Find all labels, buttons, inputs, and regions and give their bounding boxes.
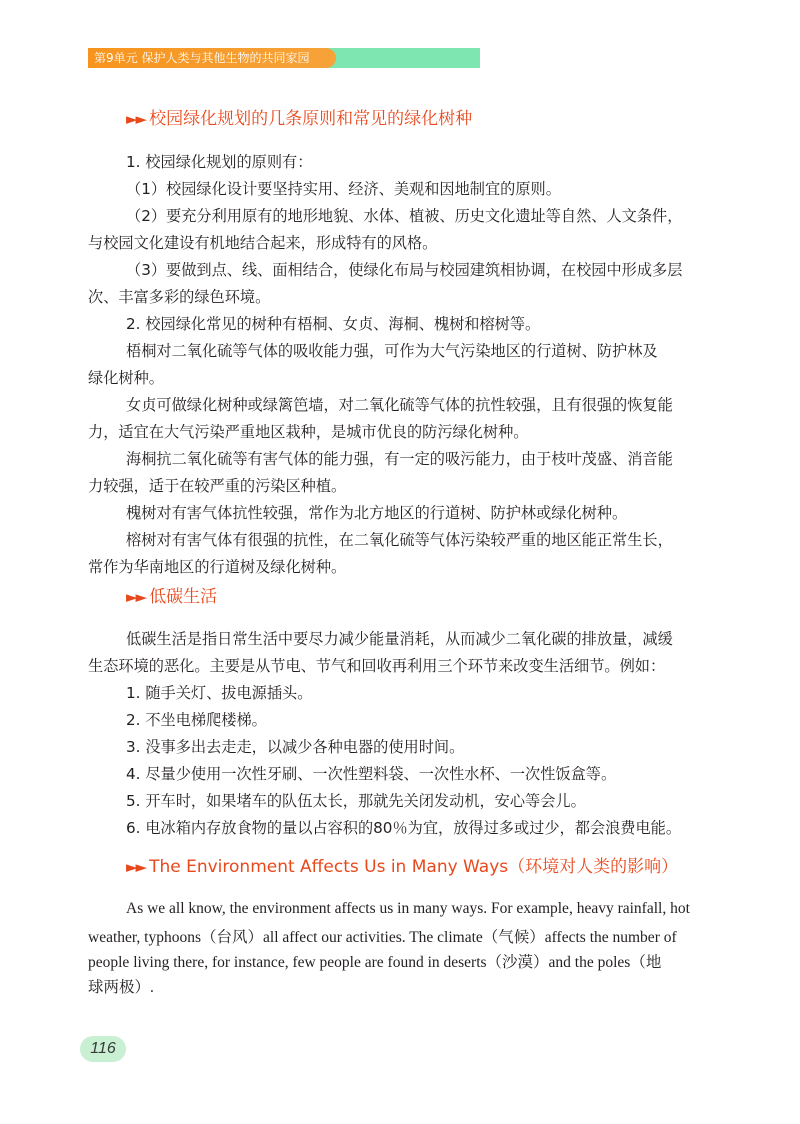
unit-header-bar: [88, 48, 336, 68]
text-line: 海桐抗二氧化硫等有害气体的能力强，有一定的吸污能力，由于枝叶茂盛、消音能: [126, 450, 673, 468]
section-heading: [126, 582, 217, 607]
section-title: 校园绿化规划的几条原则和常见的绿化树种: [149, 109, 473, 129]
text-line: 与校园文化建设有机地结合起来，形成特有的风格。: [88, 234, 438, 252]
text-line: 次、丰富多彩的绿色环境。: [88, 288, 271, 306]
list-item: 1. 随手关灯、拔电源插头。: [126, 684, 313, 702]
text-line: As we all know, the environment affects us in many ways. For example, heavy rainfall, hot: [126, 900, 690, 917]
double-triangle-icon: ►►: [126, 588, 146, 606]
list-item: 4. 尽量少使用一次性牙刷、一次性塑料袋、一次性水杯、一次性饭盒等。: [126, 765, 617, 783]
text-line: people living there, for instance, few people are found in deserts（沙漠）and the poles（地: [88, 954, 662, 971]
section-heading: [126, 104, 472, 129]
section-heading: [126, 852, 678, 877]
text-line: 梧桐对二氧化硫等气体的吸收能力强，可作为大气污染地区的行道树、防护林及: [126, 342, 658, 360]
text-line: 1. 校园绿化规划的原则有：: [126, 153, 313, 171]
page-number: 116: [90, 1040, 116, 1057]
section-title: 低碳生活: [149, 587, 218, 607]
section-title: The Environment Affects Us in Many Ways（环境对人类的影响）: [149, 857, 679, 877]
unit-header-accent: [324, 48, 480, 68]
text-line: 低碳生活是指日常生活中要尽力减少能量消耗，从而减少二氧化碳的排放量，减缓: [126, 630, 673, 648]
text-line: weather, typhoons（台风）all affect our activities. The climate（气候）affects the number of: [88, 929, 677, 946]
text-line: （2）要充分利用原有的地形地貌、水体、植被、历史文化遗址等自然、人文条件，: [126, 207, 683, 225]
text-line: 球两极）.: [88, 979, 154, 996]
list-item: 3. 没事多出去走走，以减少各种电器的使用时间。: [126, 738, 465, 756]
text-line: 力较强，适于在较严重的污染区种植。: [88, 477, 347, 495]
list-item: 2. 不坐电梯爬楼梯。: [126, 711, 267, 729]
text-line: （3）要做到点、线、面相结合，使绿化布局与校园建筑相协调，在校园中形成多层: [126, 261, 683, 279]
unit-header: [88, 48, 480, 68]
text-line: 槐树对有害气体抗性较强，常作为北方地区的行道树、防护林或绿化树种。: [126, 504, 628, 522]
text-line: 绿化树种。: [88, 369, 164, 387]
text-line: （1）校园绿化设计要坚持实用、经济、美观和因地制宜的原则。: [126, 180, 561, 198]
list-item: 6. 电冰箱内存放食物的量以占容积的80％为宜，放得过多或过少，都会浪费电能。: [126, 819, 682, 837]
text-line: 榕树对有害气体有很强的抗性，在二氧化硫等气体污染较严重的地区能正常生长，: [126, 531, 673, 549]
double-triangle-icon: ►►: [126, 858, 146, 876]
list-item: 5. 开车时，如果堵车的队伍太长，那就先关闭发动机，安心等会儿。: [126, 792, 586, 810]
text-line: 女贞可做绿化树种或绿篱笆墙，对二氧化硫等气体的抗性较强，且有很强的恢复能: [126, 396, 673, 414]
double-triangle-icon: ►►: [126, 110, 146, 128]
text-line: 力，适宜在大气污染严重地区栽种，是城市优良的防污绿化树种。: [88, 423, 529, 441]
unit-title: 第9单元 保护人类与其他生物的共同家园: [94, 51, 310, 65]
text-line: 生态环境的恶化。主要是从节电、节气和回收再利用三个环节来改变生活细节。例如：: [88, 657, 666, 675]
page-number-badge: [80, 1036, 126, 1062]
text-line: 常作为华南地区的行道树及绿化树种。: [88, 558, 347, 576]
text-line: 2. 校园绿化常见的树种有梧桐、女贞、海桐、槐树和榕树等。: [126, 315, 541, 333]
